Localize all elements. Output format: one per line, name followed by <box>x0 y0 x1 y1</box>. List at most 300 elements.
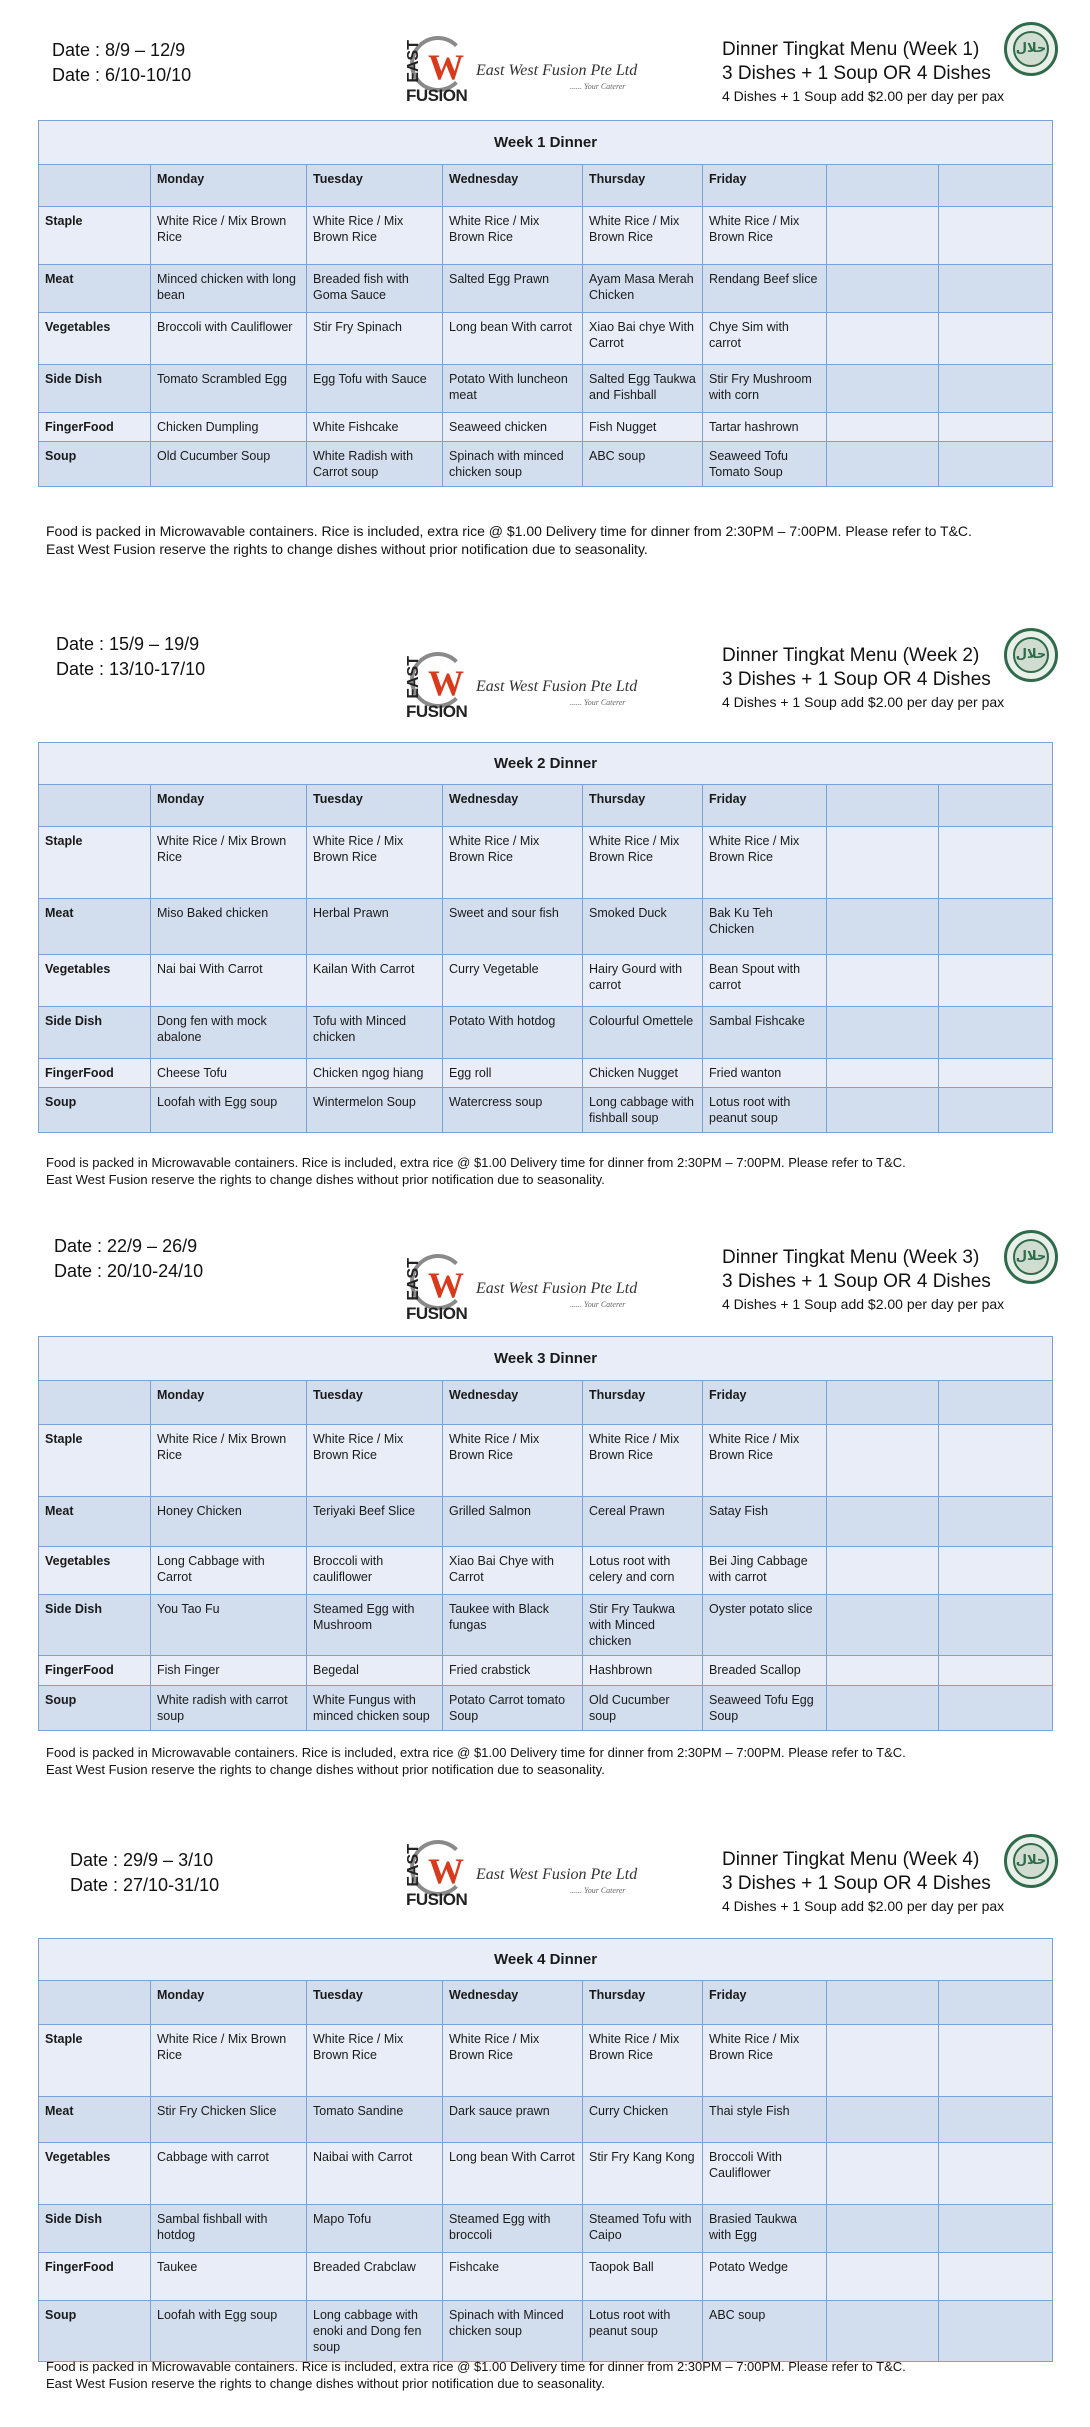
dish-cell: Dong fen with mock abalone <box>151 1007 307 1059</box>
dish-cell: Curry Chicken <box>583 2097 703 2143</box>
table-title-row <box>39 1939 1053 1981</box>
dish-cell: Teriyaki Beef Slice <box>307 1497 443 1547</box>
table-title-row <box>39 121 1053 165</box>
day-header: Wednesday <box>443 1381 583 1425</box>
dish-cell: White Radish with Carrot soup <box>307 442 443 487</box>
dish-cell: White Rice / Mix Brown Rice <box>307 827 443 899</box>
dish-cell <box>827 899 939 955</box>
company-tagline: ...... Your Caterer <box>570 698 626 707</box>
dish-cell <box>939 2025 1053 2097</box>
date-range <box>54 1234 203 1284</box>
logo-w: W <box>428 1851 464 1891</box>
company-tagline: ...... Your Caterer <box>570 1886 626 1895</box>
day-header: Tuesday <box>307 1381 443 1425</box>
table-title-row <box>39 1337 1053 1381</box>
dish-cell: Long cabbage with fishball soup <box>583 1088 703 1133</box>
dish-cell <box>827 365 939 413</box>
dish-cell <box>827 2301 939 2362</box>
dish-cell: Salted Egg Prawn <box>443 265 583 313</box>
logo-east: EAST <box>405 1844 422 1887</box>
table-row <box>39 2097 1053 2143</box>
table-row <box>39 955 1053 1007</box>
dish-cell: Sambal fishball with hotdog <box>151 2205 307 2253</box>
dish-cell: Hashbrown <box>583 1656 703 1686</box>
dish-cell <box>939 1007 1053 1059</box>
day-header: Thursday <box>583 165 703 207</box>
date-line: Date : 22/9 – 26/9 <box>54 1236 198 1256</box>
footer-line: Food is packed in Microwavable containers. Rice is included, extra rice @ $1.00 Delivery time for dinner from 2:30PM – 7:00PM. Please refer to T&C. <box>46 1745 906 1760</box>
date-range <box>70 1848 219 1898</box>
dish-cell <box>939 442 1053 487</box>
day-header: Tuesday <box>307 1981 443 2025</box>
company-name: East West Fusion Pte Ltd <box>476 678 638 695</box>
dish-cell: Brasied Taukwa with Egg <box>703 2205 827 2253</box>
dish-cell: Cabbage with carrot <box>151 2143 307 2205</box>
dish-cell: White Rice / Mix Brown Rice <box>583 2025 703 2097</box>
footer-line: Food is packed in Microwavable containers. Rice is included, extra rice @ $1.00 Delivery time for dinner from 2:30PM – 7:00PM. Please refer to T&C. <box>46 523 972 539</box>
table-title: Week 2 Dinner <box>39 743 1053 785</box>
logo-mark <box>400 34 470 112</box>
table-row <box>39 1088 1053 1133</box>
company-tagline: ...... Your Caterer <box>570 1300 626 1309</box>
day-header: Friday <box>703 785 827 827</box>
menu-title: Dinner Tingkat Menu (Week 1) <box>722 39 980 60</box>
dish-cell <box>827 413 939 442</box>
dish-cell: Stir Fry Taukwa with Minced chicken <box>583 1595 703 1656</box>
table-row <box>39 899 1053 955</box>
dish-cell: Ayam Masa Merah Chicken <box>583 265 703 313</box>
dish-cell: White Rice / Mix Brown Rice <box>151 827 307 899</box>
menu-price-note: 4 Dishes + 1 Soup add $2.00 per day per pax <box>722 694 1005 710</box>
dish-cell <box>827 1497 939 1547</box>
dish-cell: Tomato Sandine <box>307 2097 443 2143</box>
dish-cell: Wintermelon Soup <box>307 1088 443 1133</box>
dish-cell <box>939 1547 1053 1595</box>
dish-cell: Fish Finger <box>151 1656 307 1686</box>
footer-line: Food is packed in Microwavable containers. Rice is included, extra rice @ $1.00 Delivery time for dinner from 2:30PM – 7:00PM. Please refer to T&C. <box>46 2359 906 2374</box>
halal-icon <box>1004 1834 1058 1888</box>
dish-cell: Broccoli with cauliflower <box>307 1547 443 1595</box>
date-range <box>56 632 205 682</box>
dish-cell: White radish with carrot soup <box>151 1686 307 1731</box>
table-row <box>39 1497 1053 1547</box>
menu-table <box>38 742 1053 1133</box>
dish-cell: Lotus root with peanut soup <box>583 2301 703 2362</box>
halal-icon <box>1004 1230 1058 1284</box>
company-name: East West Fusion Pte Ltd <box>476 1866 638 1883</box>
dish-cell: Naibai with Carrot <box>307 2143 443 2205</box>
dish-cell <box>827 1686 939 1731</box>
dish-cell <box>827 1007 939 1059</box>
day-header <box>939 785 1053 827</box>
logo-fusion: FUSION <box>406 702 468 721</box>
category-cell: FingerFood <box>39 413 151 442</box>
dish-cell: Stir Fry Chicken Slice <box>151 2097 307 2143</box>
dish-cell: Potato Carrot tomato Soup <box>443 1686 583 1731</box>
day-header <box>939 165 1053 207</box>
dish-cell: Cereal Prawn <box>583 1497 703 1547</box>
dish-cell <box>939 1595 1053 1656</box>
dish-cell: Breaded Crabclaw <box>307 2253 443 2301</box>
dish-cell: Chicken ngog hiang <box>307 1059 443 1088</box>
dish-cell: Bean Spout with carrot <box>703 955 827 1007</box>
company-name: East West Fusion Pte Ltd <box>476 1280 638 1297</box>
dish-cell: Potato Wedge <box>703 2253 827 2301</box>
dish-cell <box>939 1656 1053 1686</box>
dish-cell: Sweet and sour fish <box>443 899 583 955</box>
dish-cell: Chicken Dumpling <box>151 413 307 442</box>
dish-cell: White Rice / Mix Brown Rice <box>443 1425 583 1497</box>
date-line: Date : 6/10-10/10 <box>52 65 192 85</box>
category-cell: Soup <box>39 442 151 487</box>
menu-subtitle: 3 Dishes + 1 Soup OR 4 Dishes <box>722 669 991 690</box>
dish-cell: Stir Fry Kang Kong <box>583 2143 703 2205</box>
menu-price-note: 4 Dishes + 1 Soup add $2.00 per day per pax <box>722 88 1005 104</box>
logo-east: EAST <box>405 1258 422 1301</box>
table-row <box>39 1547 1053 1595</box>
dish-cell <box>939 1686 1053 1731</box>
dish-cell: Satay Fish <box>703 1497 827 1547</box>
logo-mark <box>400 1252 470 1330</box>
table-row <box>39 1656 1053 1686</box>
menu-subtitle: 3 Dishes + 1 Soup OR 4 Dishes <box>722 1873 991 1894</box>
dish-cell: Spinach with minced chicken soup <box>443 442 583 487</box>
menu-title: Dinner Tingkat Menu (Week 3) <box>722 1247 980 1268</box>
dish-cell: Spinach with Minced chicken soup <box>443 2301 583 2362</box>
dish-cell: Bak Ku Teh Chicken <box>703 899 827 955</box>
dish-cell: Egg roll <box>443 1059 583 1088</box>
category-cell: FingerFood <box>39 1656 151 1686</box>
dish-cell: Long Cabbage with Carrot <box>151 1547 307 1595</box>
dish-cell <box>827 313 939 365</box>
dish-cell: Chye Sim with carrot <box>703 313 827 365</box>
logo-east: EAST <box>405 656 422 699</box>
company-tagline: ...... Your Caterer <box>570 82 626 91</box>
dish-cell: Xiao Bai chye With Carrot <box>583 313 703 365</box>
dish-cell <box>939 1497 1053 1547</box>
dish-cell <box>939 1088 1053 1133</box>
dish-cell: White Rice / Mix Brown Rice <box>151 2025 307 2097</box>
dish-cell: Colourful Omettele <box>583 1007 703 1059</box>
dish-cell: Potato With hotdog <box>443 1007 583 1059</box>
dish-cell <box>827 2205 939 2253</box>
week-section <box>0 1220 1090 1820</box>
dish-cell: Loofah with Egg soup <box>151 1088 307 1133</box>
dish-cell: White Rice / Mix Brown Rice <box>583 827 703 899</box>
table-row <box>39 1686 1053 1731</box>
dish-cell <box>939 899 1053 955</box>
table-title: Week 3 Dinner <box>39 1337 1053 1381</box>
dish-cell <box>827 1088 939 1133</box>
category-cell: FingerFood <box>39 1059 151 1088</box>
logo-east: EAST <box>405 40 422 83</box>
menu-footer <box>46 522 986 558</box>
table-title: Week 4 Dinner <box>39 1939 1053 1981</box>
dish-cell: Taopok Ball <box>583 2253 703 2301</box>
dish-cell <box>939 413 1053 442</box>
dish-cell <box>939 2253 1053 2301</box>
dish-cell: Smoked Duck <box>583 899 703 955</box>
day-header: Monday <box>151 165 307 207</box>
dish-cell: Fried crabstick <box>443 1656 583 1686</box>
dish-cell: Tofu with Minced chicken <box>307 1007 443 1059</box>
category-cell: Vegetables <box>39 313 151 365</box>
table-title-row <box>39 743 1053 785</box>
day-header: Thursday <box>583 1981 703 2025</box>
dish-cell: White Rice / Mix Brown Rice <box>583 1425 703 1497</box>
footer-line: East West Fusion reserve the rights to change dishes without prior notification due to seasonality. <box>46 2376 605 2391</box>
corner-cell <box>39 1981 151 2025</box>
table-row <box>39 207 1053 265</box>
table-row <box>39 1007 1053 1059</box>
category-cell: Meat <box>39 1497 151 1547</box>
dish-cell: Sambal Fishcake <box>703 1007 827 1059</box>
halal-icon <box>1004 22 1058 76</box>
table-row <box>39 365 1053 413</box>
dish-cell: Egg Tofu with Sauce <box>307 365 443 413</box>
menu-footer <box>46 1744 906 1778</box>
dish-cell: Steamed Egg with broccoli <box>443 2205 583 2253</box>
category-cell: Side Dish <box>39 2205 151 2253</box>
brand-logo <box>400 1252 640 1330</box>
category-cell: Meat <box>39 2097 151 2143</box>
day-header <box>939 1381 1053 1425</box>
dish-cell: Old Cucumber Soup <box>151 442 307 487</box>
dish-cell <box>827 827 939 899</box>
footer-line: Food is packed in Microwavable containers. Rice is included, extra rice @ $1.00 Delivery time for dinner from 2:30PM – 7:00PM. Please refer to T&C. <box>46 1155 906 1170</box>
dish-cell: Nai bai With Carrot <box>151 955 307 1007</box>
dish-cell: Hairy Gourd with carrot <box>583 955 703 1007</box>
dish-cell: Xiao Bai Chye with Carrot <box>443 1547 583 1595</box>
table-row <box>39 1425 1053 1497</box>
dish-cell <box>827 265 939 313</box>
category-cell: Soup <box>39 1088 151 1133</box>
dish-cell: Stir Fry Mushroom with corn <box>703 365 827 413</box>
dish-cell <box>939 2097 1053 2143</box>
logo-fusion: FUSION <box>406 1890 468 1909</box>
dish-cell: White Rice / Mix Brown Rice <box>703 2025 827 2097</box>
logo-fusion: FUSION <box>406 1304 468 1323</box>
dish-cell <box>827 2097 939 2143</box>
dish-cell: Watercress soup <box>443 1088 583 1133</box>
halal-text: حلال <box>1015 40 1047 55</box>
day-header: Friday <box>703 1381 827 1425</box>
week-section <box>0 0 1090 600</box>
dish-cell: Grilled Salmon <box>443 1497 583 1547</box>
dish-cell <box>827 2025 939 2097</box>
dish-cell: Fried wanton <box>703 1059 827 1088</box>
table-row <box>39 2301 1053 2362</box>
category-cell: Vegetables <box>39 1547 151 1595</box>
dish-cell: White Rice / Mix Brown Rice <box>307 2025 443 2097</box>
week-section <box>0 620 1090 1220</box>
logo-w: W <box>428 663 464 703</box>
menu-footer <box>46 1154 906 1188</box>
dish-cell <box>827 2143 939 2205</box>
dish-cell: White Rice / Mix Brown Rice <box>703 1425 827 1497</box>
dish-cell: White Fungus with minced chicken soup <box>307 1686 443 1731</box>
menu-table <box>38 120 1053 487</box>
dish-cell <box>827 2253 939 2301</box>
category-cell: FingerFood <box>39 2253 151 2301</box>
table-row <box>39 313 1053 365</box>
dish-cell: Breaded fish with Goma Sauce <box>307 265 443 313</box>
footer-line: East West Fusion reserve the rights to change dishes without prior notification due to seasonality. <box>46 1762 605 1777</box>
halal-text: حلال <box>1015 1248 1047 1263</box>
halal-icon <box>1004 628 1058 682</box>
dish-cell: Lotus root with peanut soup <box>703 1088 827 1133</box>
dish-cell: White Rice / Mix Brown Rice <box>307 207 443 265</box>
dish-cell <box>939 313 1053 365</box>
date-line: Date : 27/10-31/10 <box>70 1875 220 1895</box>
dish-cell: Broccoli With Cauliflower <box>703 2143 827 2205</box>
day-header: Tuesday <box>307 785 443 827</box>
table-title: Week 1 Dinner <box>39 121 1053 165</box>
table-row <box>39 2143 1053 2205</box>
dish-cell <box>939 1425 1053 1497</box>
category-cell: Meat <box>39 899 151 955</box>
category-cell: Staple <box>39 207 151 265</box>
dish-cell <box>827 442 939 487</box>
dish-cell: ABC soup <box>703 2301 827 2362</box>
dish-cell: Potato With luncheon meat <box>443 365 583 413</box>
dish-cell: White Rice / Mix Brown Rice <box>443 827 583 899</box>
dish-cell: Long bean With Carrot <box>443 2143 583 2205</box>
dish-cell: You Tao Fu <box>151 1595 307 1656</box>
dish-cell <box>939 207 1053 265</box>
dish-cell: Oyster potato slice <box>703 1595 827 1656</box>
dish-cell: Lotus root with celery and corn <box>583 1547 703 1595</box>
table-row <box>39 1595 1053 1656</box>
brand-logo <box>400 1838 640 1916</box>
menu-price-note: 4 Dishes + 1 Soup add $2.00 per day per pax <box>722 1296 1005 1312</box>
halal-text: حلال <box>1015 646 1047 661</box>
category-cell: Staple <box>39 1425 151 1497</box>
brand-logo <box>400 650 640 728</box>
dish-cell: Steamed Egg with Mushroom <box>307 1595 443 1656</box>
category-cell: Staple <box>39 2025 151 2097</box>
day-header <box>827 1981 939 2025</box>
dish-cell <box>827 1059 939 1088</box>
corner-cell <box>39 165 151 207</box>
dish-cell: Seaweed Tofu Egg Soup <box>703 1686 827 1731</box>
dish-cell: White Fishcake <box>307 413 443 442</box>
table-row <box>39 2205 1053 2253</box>
company-name: East West Fusion Pte Ltd <box>476 62 638 79</box>
dish-cell: Long cabbage with enoki and Dong fen soup <box>307 2301 443 2362</box>
dish-cell <box>827 1547 939 1595</box>
week-section <box>0 1820 1090 2420</box>
category-cell: Vegetables <box>39 955 151 1007</box>
dish-cell: Seaweed Tofu Tomato Soup <box>703 442 827 487</box>
date-line: Date : 8/9 – 12/9 <box>52 40 186 60</box>
table-row <box>39 2025 1053 2097</box>
dish-cell: White Rice / Mix Brown Rice <box>151 1425 307 1497</box>
dish-cell <box>939 365 1053 413</box>
dish-cell: Miso Baked chicken <box>151 899 307 955</box>
day-header <box>827 165 939 207</box>
category-cell: Staple <box>39 827 151 899</box>
logo-mark <box>400 1838 470 1916</box>
dish-cell <box>939 2205 1053 2253</box>
dish-cell: Loofah with Egg soup <box>151 2301 307 2362</box>
dish-cell: ABC soup <box>583 442 703 487</box>
dish-cell: Tomato Scrambled Egg <box>151 365 307 413</box>
corner-cell <box>39 785 151 827</box>
menu-price-note: 4 Dishes + 1 Soup add $2.00 per day per pax <box>722 1898 1005 1914</box>
dish-cell <box>939 2143 1053 2205</box>
menu-subtitle: 3 Dishes + 1 Soup OR 4 Dishes <box>722 63 991 84</box>
dish-cell <box>827 1425 939 1497</box>
dish-cell <box>939 2301 1053 2362</box>
category-cell: Side Dish <box>39 1007 151 1059</box>
dish-cell: Fishcake <box>443 2253 583 2301</box>
dish-cell: Salted Egg Taukwa and Fishball <box>583 365 703 413</box>
day-header: Friday <box>703 1981 827 2025</box>
dish-cell: Steamed Tofu with Caipo <box>583 2205 703 2253</box>
dish-cell: White Rice / Mix Brown Rice <box>307 1425 443 1497</box>
dish-cell <box>939 955 1053 1007</box>
dish-cell: Begedal <box>307 1656 443 1686</box>
dish-cell: White Rice / Mix Brown Rice <box>443 2025 583 2097</box>
date-line: Date : 13/10-17/10 <box>56 659 206 679</box>
dish-cell <box>939 827 1053 899</box>
day-header: Monday <box>151 1981 307 2025</box>
table-row <box>39 265 1053 313</box>
day-header: Wednesday <box>443 165 583 207</box>
dish-cell: Chicken Nugget <box>583 1059 703 1088</box>
dish-cell: Curry Vegetable <box>443 955 583 1007</box>
dish-cell: White Rice / Mix Brown Rice <box>703 827 827 899</box>
day-header-row <box>39 1381 1053 1425</box>
dish-cell: Stir Fry Spinach <box>307 313 443 365</box>
logo-mark <box>400 650 470 728</box>
day-header-row <box>39 1981 1053 2025</box>
dish-cell <box>827 1656 939 1686</box>
dish-cell: Old Cucumber soup <box>583 1686 703 1731</box>
dish-cell: Fish Nugget <box>583 413 703 442</box>
dish-cell: Long bean With carrot <box>443 313 583 365</box>
category-cell: Meat <box>39 265 151 313</box>
table-row <box>39 413 1053 442</box>
dish-cell <box>827 207 939 265</box>
dish-cell: White Rice / Mix Brown Rice <box>443 207 583 265</box>
footer-line: East West Fusion reserve the rights to change dishes without prior notification due to seasonality. <box>46 541 648 557</box>
day-header: Tuesday <box>307 165 443 207</box>
dish-cell: Bei Jing Cabbage with carrot <box>703 1547 827 1595</box>
day-header <box>827 785 939 827</box>
menu-subtitle: 3 Dishes + 1 Soup OR 4 Dishes <box>722 1271 991 1292</box>
dish-cell: Seaweed chicken <box>443 413 583 442</box>
dish-cell: Dark sauce prawn <box>443 2097 583 2143</box>
dish-cell: Minced chicken with long bean <box>151 265 307 313</box>
table-row <box>39 1059 1053 1088</box>
dish-cell: White Rice / Mix Brown Rice <box>583 207 703 265</box>
dish-cell <box>827 955 939 1007</box>
menu-table <box>38 1938 1053 2362</box>
dish-cell <box>939 265 1053 313</box>
halal-text: حلال <box>1015 1852 1047 1867</box>
dish-cell: Honey Chicken <box>151 1497 307 1547</box>
corner-cell <box>39 1381 151 1425</box>
logo-fusion: FUSION <box>406 86 468 105</box>
menu-title: Dinner Tingkat Menu (Week 4) <box>722 1849 980 1870</box>
logo-w: W <box>428 1265 464 1305</box>
day-header: Thursday <box>583 785 703 827</box>
brand-logo <box>400 34 640 112</box>
table-row <box>39 442 1053 487</box>
category-cell: Vegetables <box>39 2143 151 2205</box>
